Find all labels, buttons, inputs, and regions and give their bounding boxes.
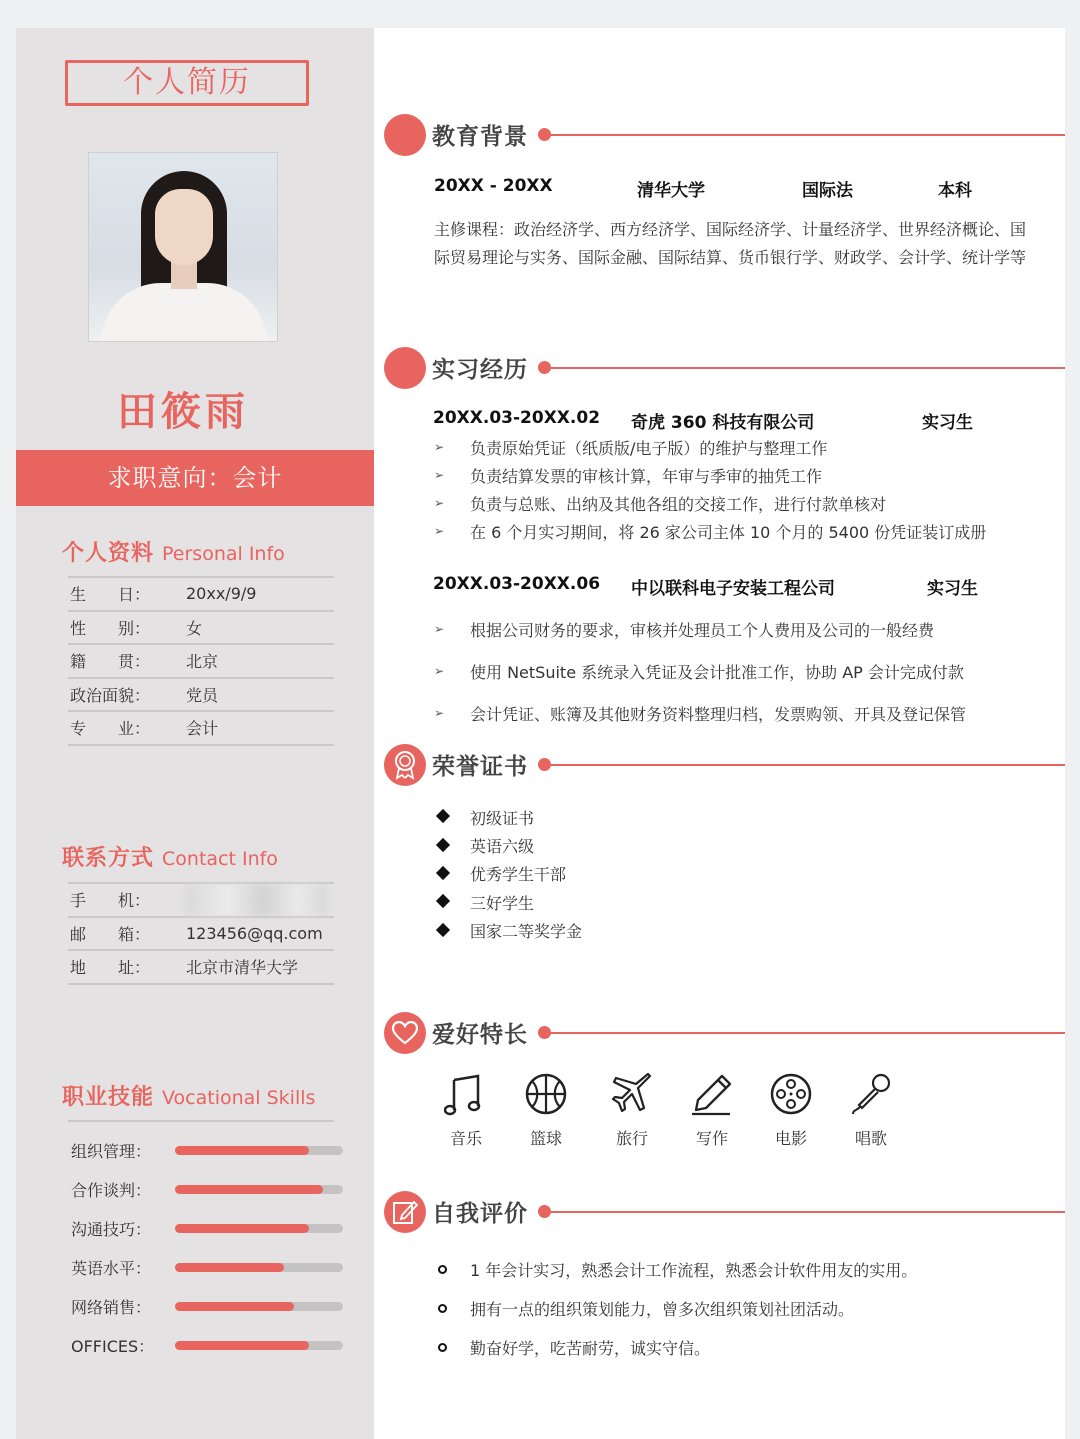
- skill-bar-fill: [175, 1263, 284, 1272]
- skill-bar: [175, 1224, 343, 1233]
- hobby-singing: 唱歌: [841, 1072, 901, 1149]
- duty-item: ➢ 负责与总账、出纳及其他各组的交接工作，进行付款单核对: [434, 494, 887, 514]
- contact-info-table: [68, 882, 334, 985]
- job-1-period: 20XX.03-20XX.02: [433, 408, 601, 428]
- education-courses: 主修课程：政治经济学、西方经济学、国际经济学、计量经济学、世界经济概论、国际贸易理论与实务、国际金融、国际结算、货币银行学、财政学、会计学、统计学等: [434, 220, 1027, 267]
- contact-row-phone: 手 机：: [68, 884, 334, 918]
- duty-item: ➢ 在 6 个月实习期间，将 26 家公司主体 10 个月的 5400 份凭证装订成册: [434, 522, 987, 542]
- personal-info-heading: 个人资料 Personal Info: [62, 541, 285, 566]
- skill-row: [71, 1287, 371, 1326]
- job-2-company: 中以联科电子安装工程公司: [631, 579, 835, 599]
- education-degree: 本科: [938, 181, 972, 201]
- contact-info-heading: 联系方式 Contact Info: [62, 846, 278, 871]
- job-1-company: 奇虎 360 科技有限公司: [631, 413, 815, 433]
- education-header: 教育背景: [384, 114, 1065, 158]
- self-eval-list: [434, 1250, 1054, 1367]
- skill-bar-fill: [175, 1302, 294, 1311]
- skills-list: [71, 1131, 371, 1365]
- resume-title: 个人简历: [65, 60, 309, 106]
- hobby-movies: 电影: [761, 1072, 821, 1149]
- internship-icon: [384, 347, 426, 389]
- film-reel-icon: [769, 1072, 813, 1116]
- hobby-basketball: 篮球: [516, 1072, 576, 1149]
- skill-bar-fill: [175, 1185, 323, 1194]
- skill-bar-fill: [175, 1224, 309, 1233]
- skill-row: [71, 1209, 371, 1248]
- job-1-role: 实习生: [922, 413, 973, 433]
- honor-item: 国家二等奖学金: [434, 917, 1054, 945]
- award-badge-icon: [384, 744, 426, 786]
- profile-photo: [88, 152, 278, 342]
- honor-item: 初级证书: [434, 803, 1054, 831]
- info-row-politics: 政治面貌： 党员: [68, 679, 334, 713]
- self-eval-item: 拥有一点的组织策划能力，曾多次组织策划社团活动。: [434, 1289, 1054, 1328]
- info-row-gender: 性 别： 女: [68, 612, 334, 646]
- skill-bar: [175, 1263, 343, 1272]
- skill-row: [71, 1131, 371, 1170]
- airplane-icon: [610, 1072, 654, 1116]
- skill-bar: [175, 1185, 343, 1194]
- duty-item: ➢ 负责结算发票的审核计算，年审与季审的抽凭工作: [434, 466, 823, 486]
- education-icon: [384, 114, 426, 156]
- pen-icon: [690, 1072, 734, 1116]
- honors-list: [434, 803, 1054, 945]
- basketball-icon: [524, 1072, 568, 1116]
- skills-divider: [68, 1120, 334, 1122]
- skill-row: [71, 1170, 371, 1209]
- info-row-birthday: 生 日： 20xx/9/9: [68, 578, 334, 612]
- self-eval-item: 勤奋好学，吃苦耐劳，诚实守信。: [434, 1328, 1054, 1367]
- job-intent: 求职意向：会计: [16, 450, 374, 506]
- main-content: [374, 28, 1065, 1439]
- skill-label: 合作谈判：: [71, 1181, 152, 1200]
- education-major: 国际法: [802, 181, 853, 201]
- job-1-duties: [434, 433, 1054, 545]
- job-2-duties: [434, 608, 1054, 734]
- hobby-music: 音乐: [436, 1072, 496, 1149]
- job-2-period: 20XX.03-20XX.06: [433, 574, 601, 594]
- phone-redacted: [186, 885, 326, 915]
- contact-row-address: 地 址： 北京市清华大学: [68, 951, 334, 985]
- education-school: 清华大学: [637, 181, 705, 201]
- skill-bar-fill: [175, 1341, 309, 1350]
- duty-item: ➢ 使用 NetSuite 系统录入凭证及会计批准工作，协助 AP 会计完成付款: [434, 662, 964, 682]
- music-icon: [444, 1072, 488, 1116]
- hobbies-header: 爱好特长: [384, 1012, 1065, 1056]
- skill-label: 组织管理：: [71, 1142, 152, 1161]
- duty-item: ➢ 会计凭证、账簿及其他财务资料整理归档，发票购领、开具及登记保管: [434, 704, 967, 724]
- honor-item: 优秀学生干部: [434, 860, 1054, 888]
- honor-item: 英语六级: [434, 831, 1054, 859]
- info-row-hometown: 籍 贯： 北京: [68, 645, 334, 679]
- skill-row: [71, 1248, 371, 1287]
- self-eval-header: 自我评价: [384, 1191, 1065, 1235]
- resume-page: [16, 28, 1065, 1439]
- skill-bar: [175, 1341, 343, 1350]
- job-2-role: 实习生: [927, 579, 978, 599]
- skills-heading: 职业技能 Vocational Skills: [62, 1085, 316, 1110]
- contact-row-email: 邮 箱： 123456@qq.com: [68, 918, 334, 952]
- skill-label: 网络销售：: [71, 1298, 152, 1317]
- skill-label: 沟通技巧：: [71, 1220, 152, 1239]
- microphone-icon: [849, 1072, 893, 1116]
- skill-bar-fill: [175, 1146, 309, 1155]
- duty-item: ➢ 根据公司财务的要求，审核并处理员工个人费用及公司的一般经费: [434, 620, 935, 640]
- education-period: 20XX - 20XX: [434, 176, 553, 196]
- skill-row: [71, 1326, 371, 1365]
- self-eval-item: 1 年会计实习，熟悉会计工作流程，熟悉会计软件用友的实用。: [434, 1250, 1054, 1289]
- info-row-major: 专 业： 会计: [68, 712, 334, 746]
- candidate-name: 田筱雨: [117, 389, 249, 435]
- skill-label: OFFICES：: [71, 1337, 155, 1356]
- skill-label: 英语水平：: [71, 1259, 152, 1278]
- sidebar: [16, 28, 374, 1439]
- skill-bar: [175, 1302, 343, 1311]
- hobby-travel: 旅行: [602, 1072, 662, 1149]
- honor-item: 三好学生: [434, 888, 1054, 916]
- hobby-writing: 写作: [682, 1072, 742, 1149]
- honors-header: 荣誉证书: [384, 744, 1065, 788]
- skill-bar: [175, 1146, 343, 1155]
- duty-item: ➢ 负责原始凭证（纸质版/电子版）的维护与整理工作: [434, 438, 828, 458]
- internship-header: 实习经历: [384, 347, 1065, 391]
- heart-icon: [384, 1012, 426, 1054]
- edit-icon: [384, 1191, 426, 1233]
- personal-info-table: [68, 576, 334, 746]
